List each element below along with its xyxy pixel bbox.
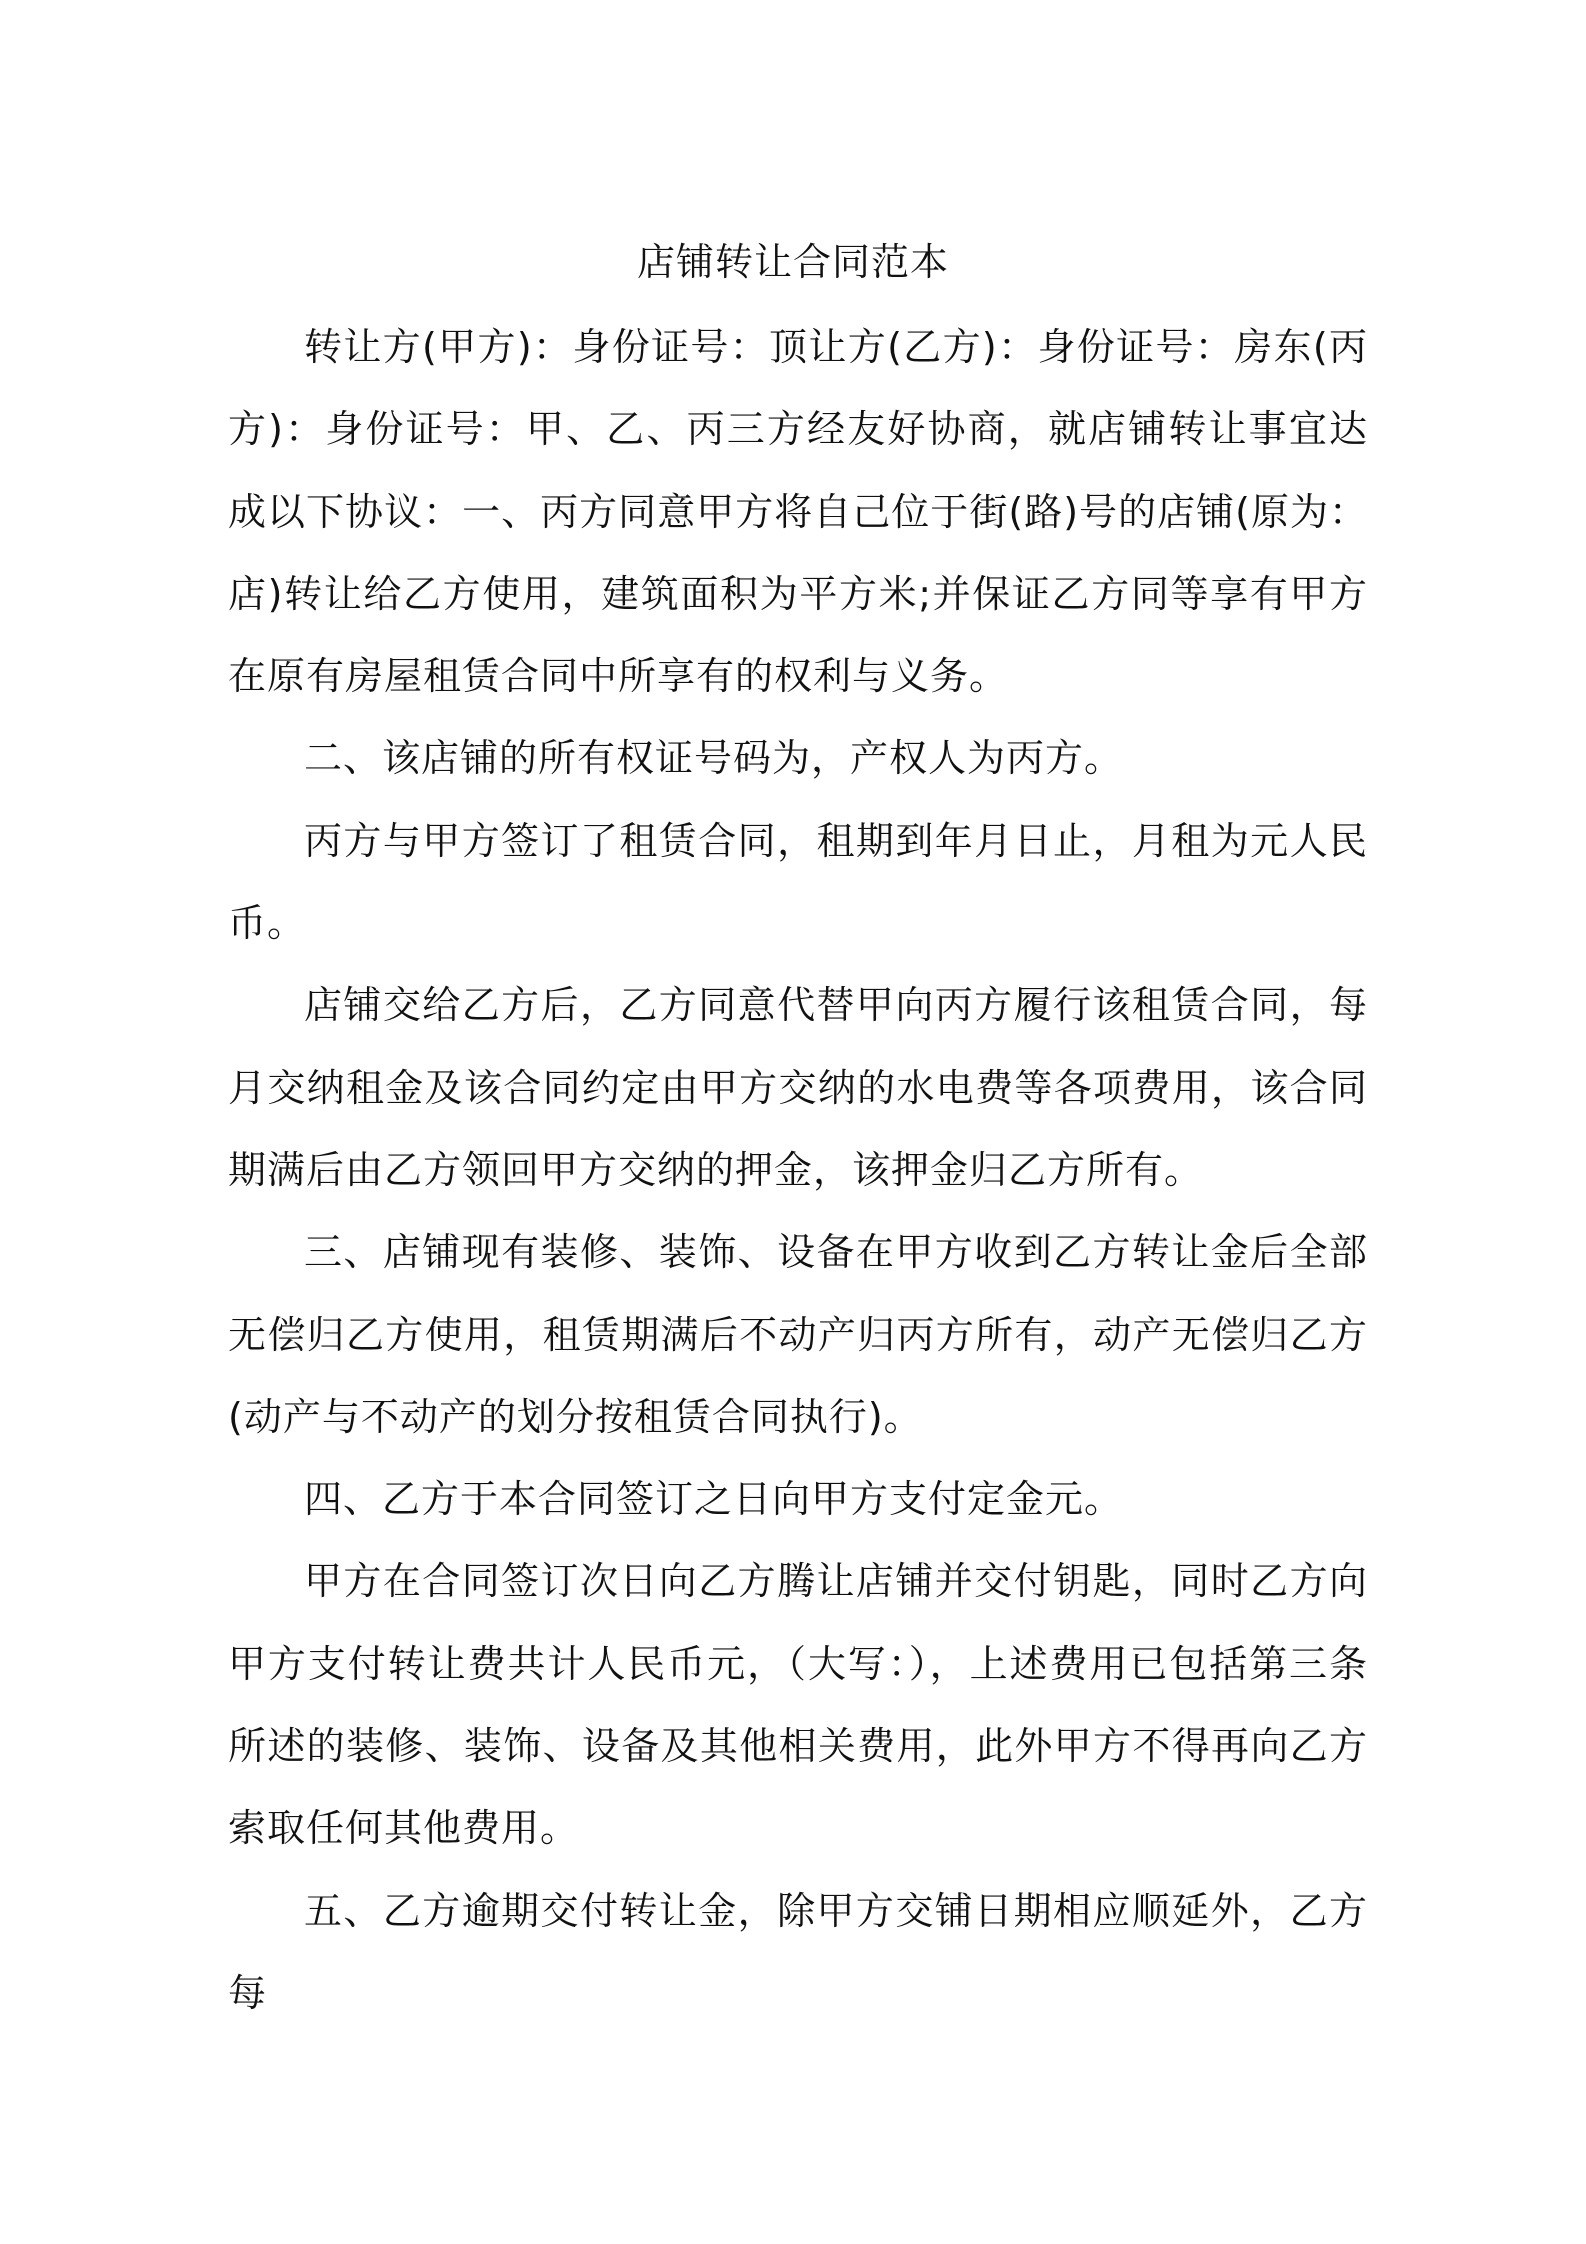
- paragraph-clause-4: 四、乙方于本合同签订之日向甲方支付定金元。: [304, 1477, 1124, 1522]
- paragraph-transfer-fee: 甲方在合同签订次日向乙方腾让店铺并交付钥匙，同时乙方向甲方支付转让费共计人民币元，（大写：），上述费用已包括第三条所述的装修、装饰、设备及其他相关费用，此外甲方不得再向乙方索取任何其他费用。: [228, 1559, 1368, 1851]
- document-title: 店铺转让合同范本: [636, 240, 949, 284]
- paragraph-lease-handover: 店铺交给乙方后，乙方同意代替甲向丙方履行该租赁合同，每月交纳租金及该合同约定由甲方交纳的水电费等各项费用，该合同期满后由乙方领回甲方交纳的押金，该押金归乙方所有。: [228, 983, 1368, 1192]
- paragraph-clause-3: 三、店铺现有装修、装饰、设备在甲方收到乙方转让金后全部无偿归乙方使用，租赁期满后不动产归丙方所有，动产无偿归乙方(动产与不动产的划分按租赁合同执行)。: [228, 1230, 1368, 1439]
- paragraph-clause-2: 二、该店铺的所有权证号码为，产权人为丙方。: [304, 736, 1124, 781]
- paragraph-parties: 转让方(甲方)：身份证号：顶让方(乙方)：身份证号：房东(丙方)：身份证号：甲、乙、丙三方经友好协商，就店铺转让事宜达成以下协议：一、丙方同意甲方将自己位于街(路)号的店铺(原为：店)转让给乙方使用，建筑面积为平方米;并保证乙方同等享有甲方在原有房屋租赁合同中所享有的权利与义务。: [228, 325, 1368, 699]
- paragraph-clause-5: 五、乙方逾期交付转让金，除甲方交铺日期相应顺延外，乙方每: [228, 1888, 1368, 2015]
- document-body: [228, 306, 1368, 2034]
- paragraph-lease-term: 丙方与甲方签订了租赁合同，租期到年月日止，月租为元人民币。: [228, 818, 1368, 946]
